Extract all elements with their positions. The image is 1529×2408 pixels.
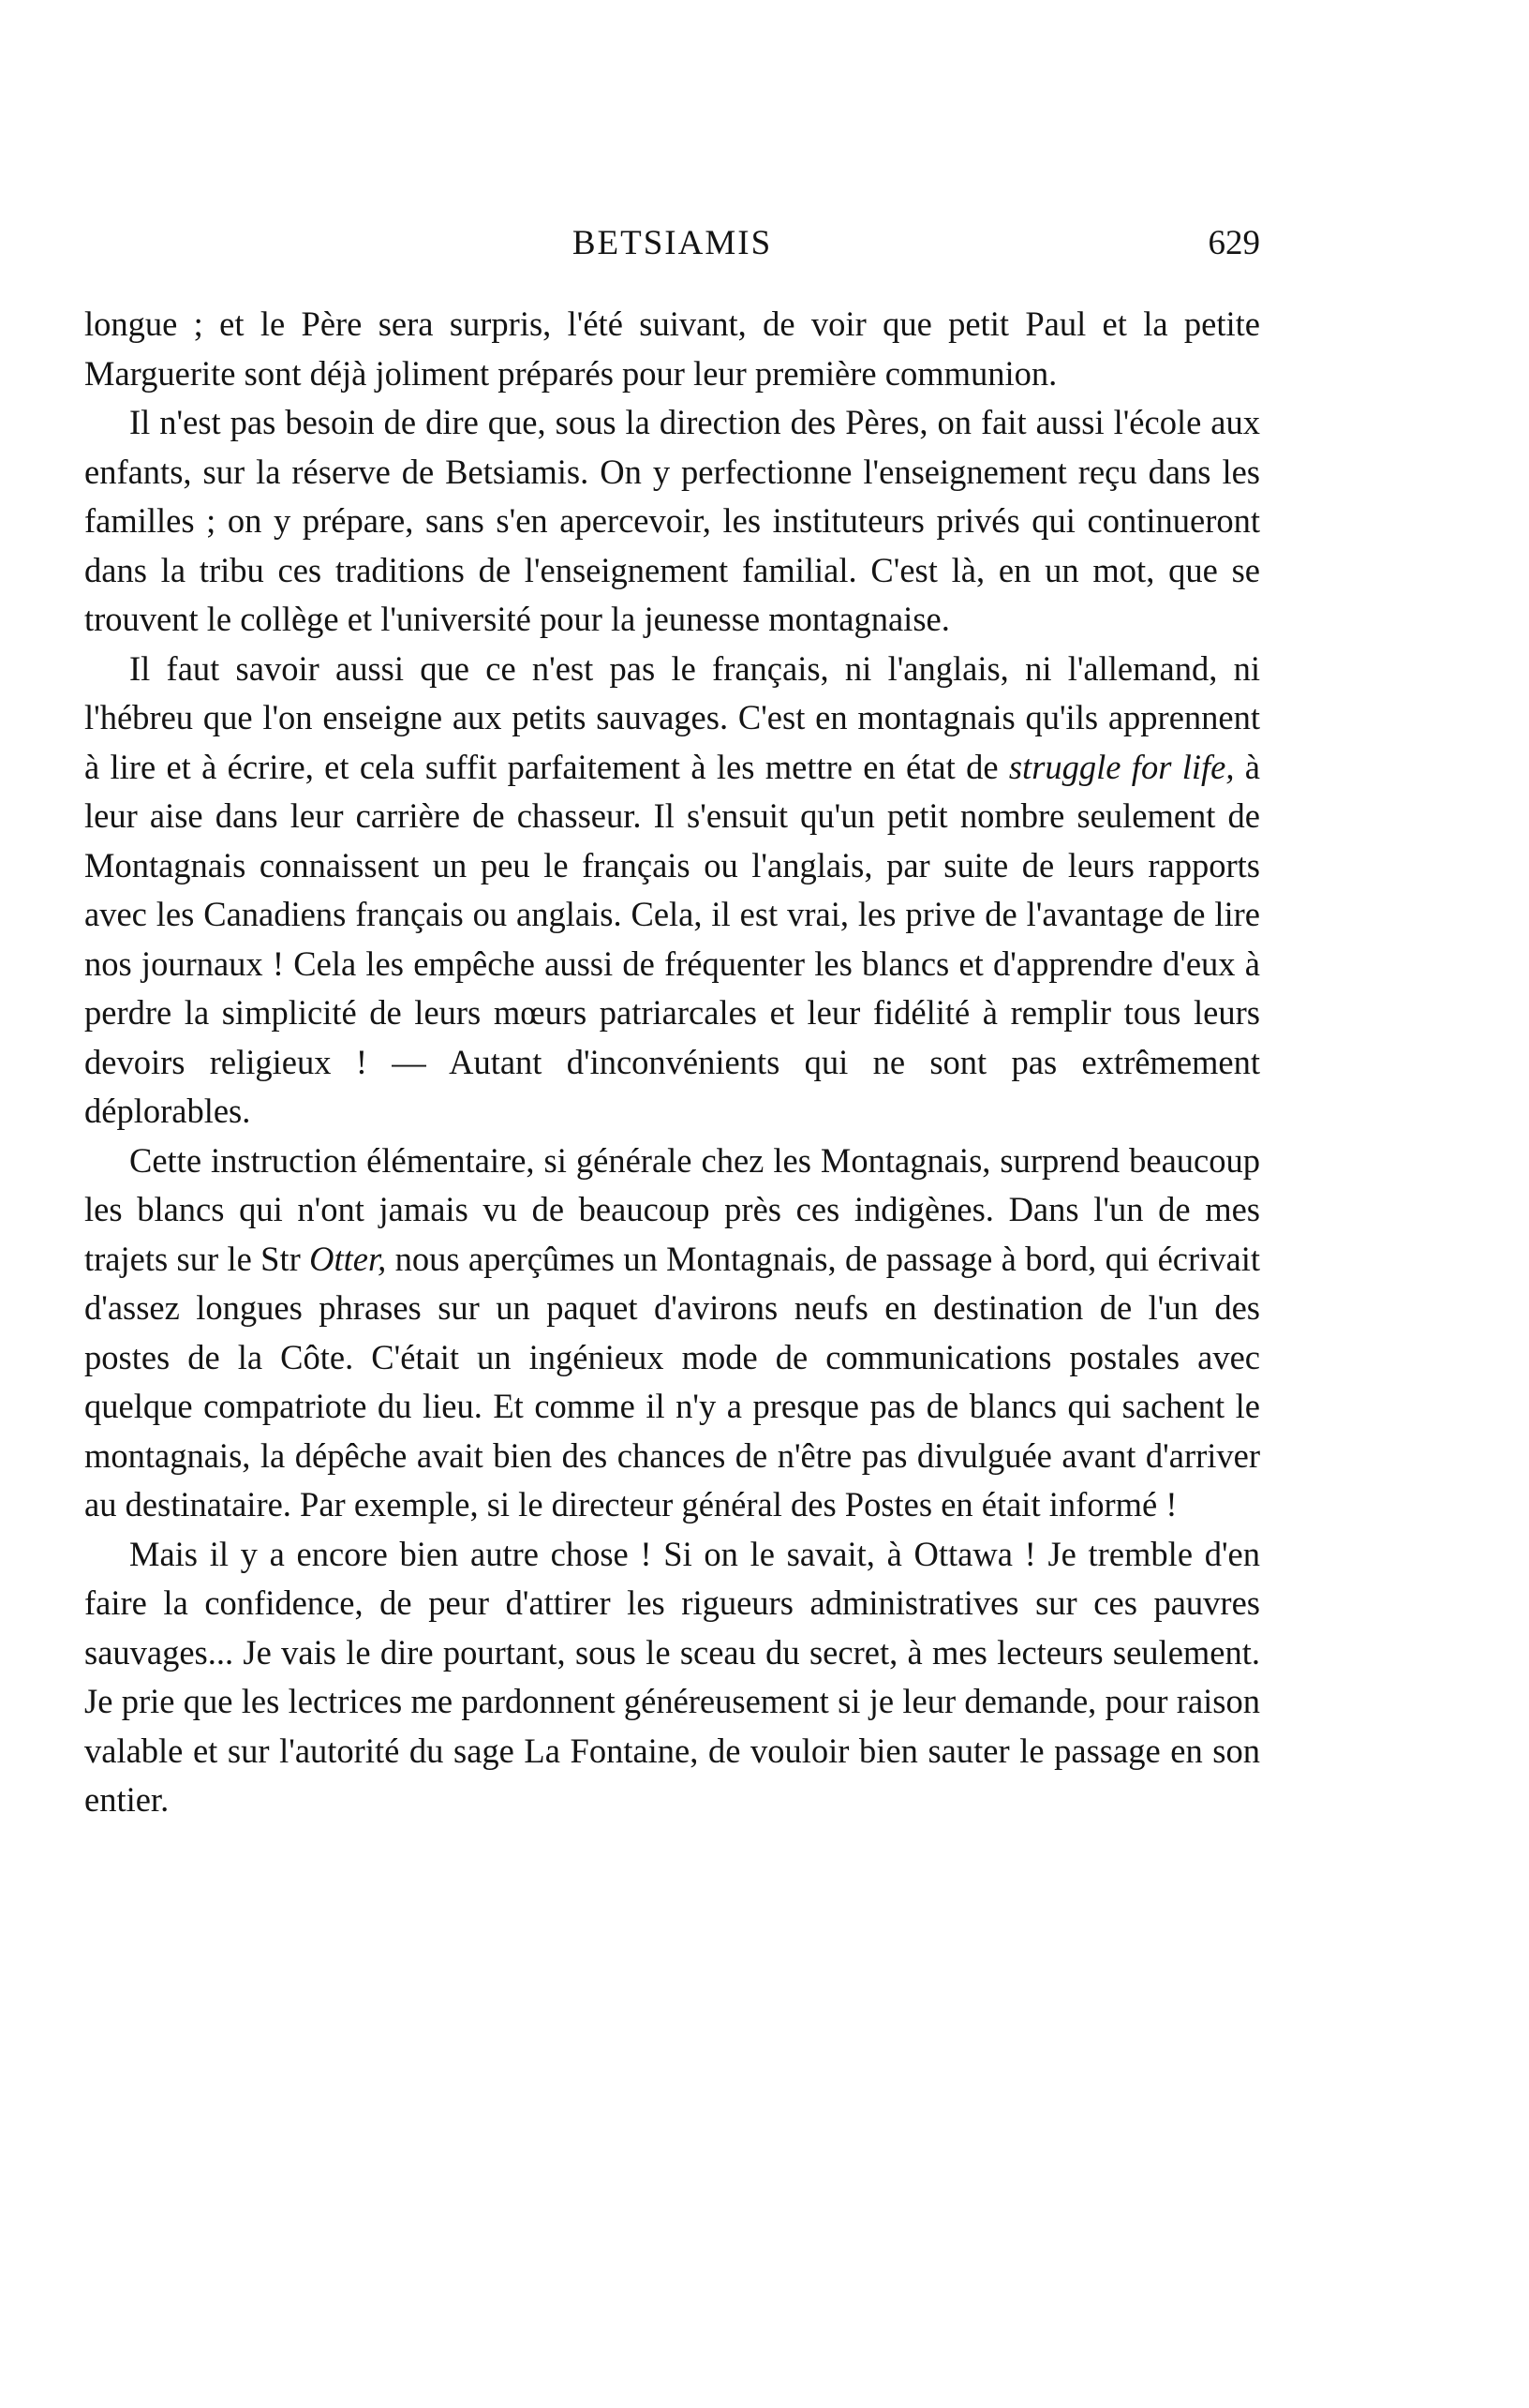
paragraph-4 — [84, 1137, 1260, 1530]
body-text — [84, 300, 1260, 1825]
italic-ship-name: Otter, — [309, 1239, 387, 1278]
paragraph-text: Mais il y a encore bien autre chose ! Si on le savait, à Ottawa ! Je tremble d'en faire la confidence, de peur d'attirer les rigueurs administratives sur ces pauvres sauvages... Je vais le dire pourtant, sous le sceau du secret, à mes lecteurs seulement. Je prie que les lectrices me pardonnent généreusement si je leur demande, pour raison valable et sur l'autorité du sage La Fontaine, de vouloir bien sauter le passage en son entier. — [84, 1534, 1260, 1819]
paragraph-5 — [84, 1530, 1260, 1825]
paragraph-2 — [84, 398, 1260, 645]
paragraph-text: Il faut savoir aussi que ce n'est pas le français, ni l'anglais, ni l'allemand, ni l'hébreu que l'on enseigne aux petits sauvages. C'est en montagnais qu'ils apprennent à lire et à écrire, et cela suffit parfaitement à les mettre en état de — [84, 648, 1260, 786]
paragraph-1 — [84, 300, 1260, 398]
running-title: BETSIAMIS — [572, 224, 773, 262]
paragraph-3 — [84, 645, 1260, 1137]
paragraph-text: Cette instruction élémentaire, si générale chez les Montagnais, surprend beaucoup les blancs qui n'ont jamais vu de beaucoup près ces indigènes. Dans l'un de mes trajets sur le Str — [84, 1140, 1260, 1278]
page-number: 629 — [1208, 224, 1260, 262]
paragraph-text: nous aperçûmes un Montagnais, de passage à bord, qui écrivait d'assez longues phrases sur un paquet d'avirons neufs en destination de l'un des postes de la Côte. C'était un ingénieux mode de communications postales avec quelque compatriote du lieu. Et comme il n'y a presque pas de blancs qui sachent le montagnais, la dépêche avait bien des chances de n'être pas divulguée avant d'arriver au destinataire. Par exemple, si le directeur général des Postes en était informé ! — [84, 1239, 1261, 1524]
paragraph-text: à leur aise dans leur carrière de chasseur. Il s'ensuit qu'un petit nombre seulement de Montagnais connaissent un peu le français ou l'anglais, par suite de leurs rapports avec les Canadiens français ou anglais. Cela, il est vrai, les prive de l'avantage de lire nos journaux ! Cela les empêche aussi de fréquenter les blancs et d'apprendre d'eux à perdre la simplicité de leurs mœurs patriarcales et leur fidélité à remplir tous leurs devoirs religieux ! — Autant d'inconvénients qui ne sont pas extrêmement déplorables. — [84, 747, 1261, 1130]
paragraph-text: longue ; et le Père sera surpris, l'été suivant, de voir que petit Paul et la petite Marguerite sont déjà joliment préparés pour leur première communion. — [84, 305, 1260, 393]
running-head — [84, 223, 1260, 270]
paragraph-text: Il n'est pas besoin de dire que, sous la direction des Pères, on fait aussi l'école aux enfants, sur la réserve de Betsiamis. On y perfectionne l'enseignement reçu dans les familles ; on y prépare, sans s'en apercevoir, les instituteurs privés qui continueront dans la tribu ces traditions de l'enseignement familial. C'est là, en un mot, que se trouvent le collège et l'université pour la jeunesse montagnaise. — [84, 403, 1260, 638]
italic-phrase: struggle for life, — [1008, 747, 1235, 786]
